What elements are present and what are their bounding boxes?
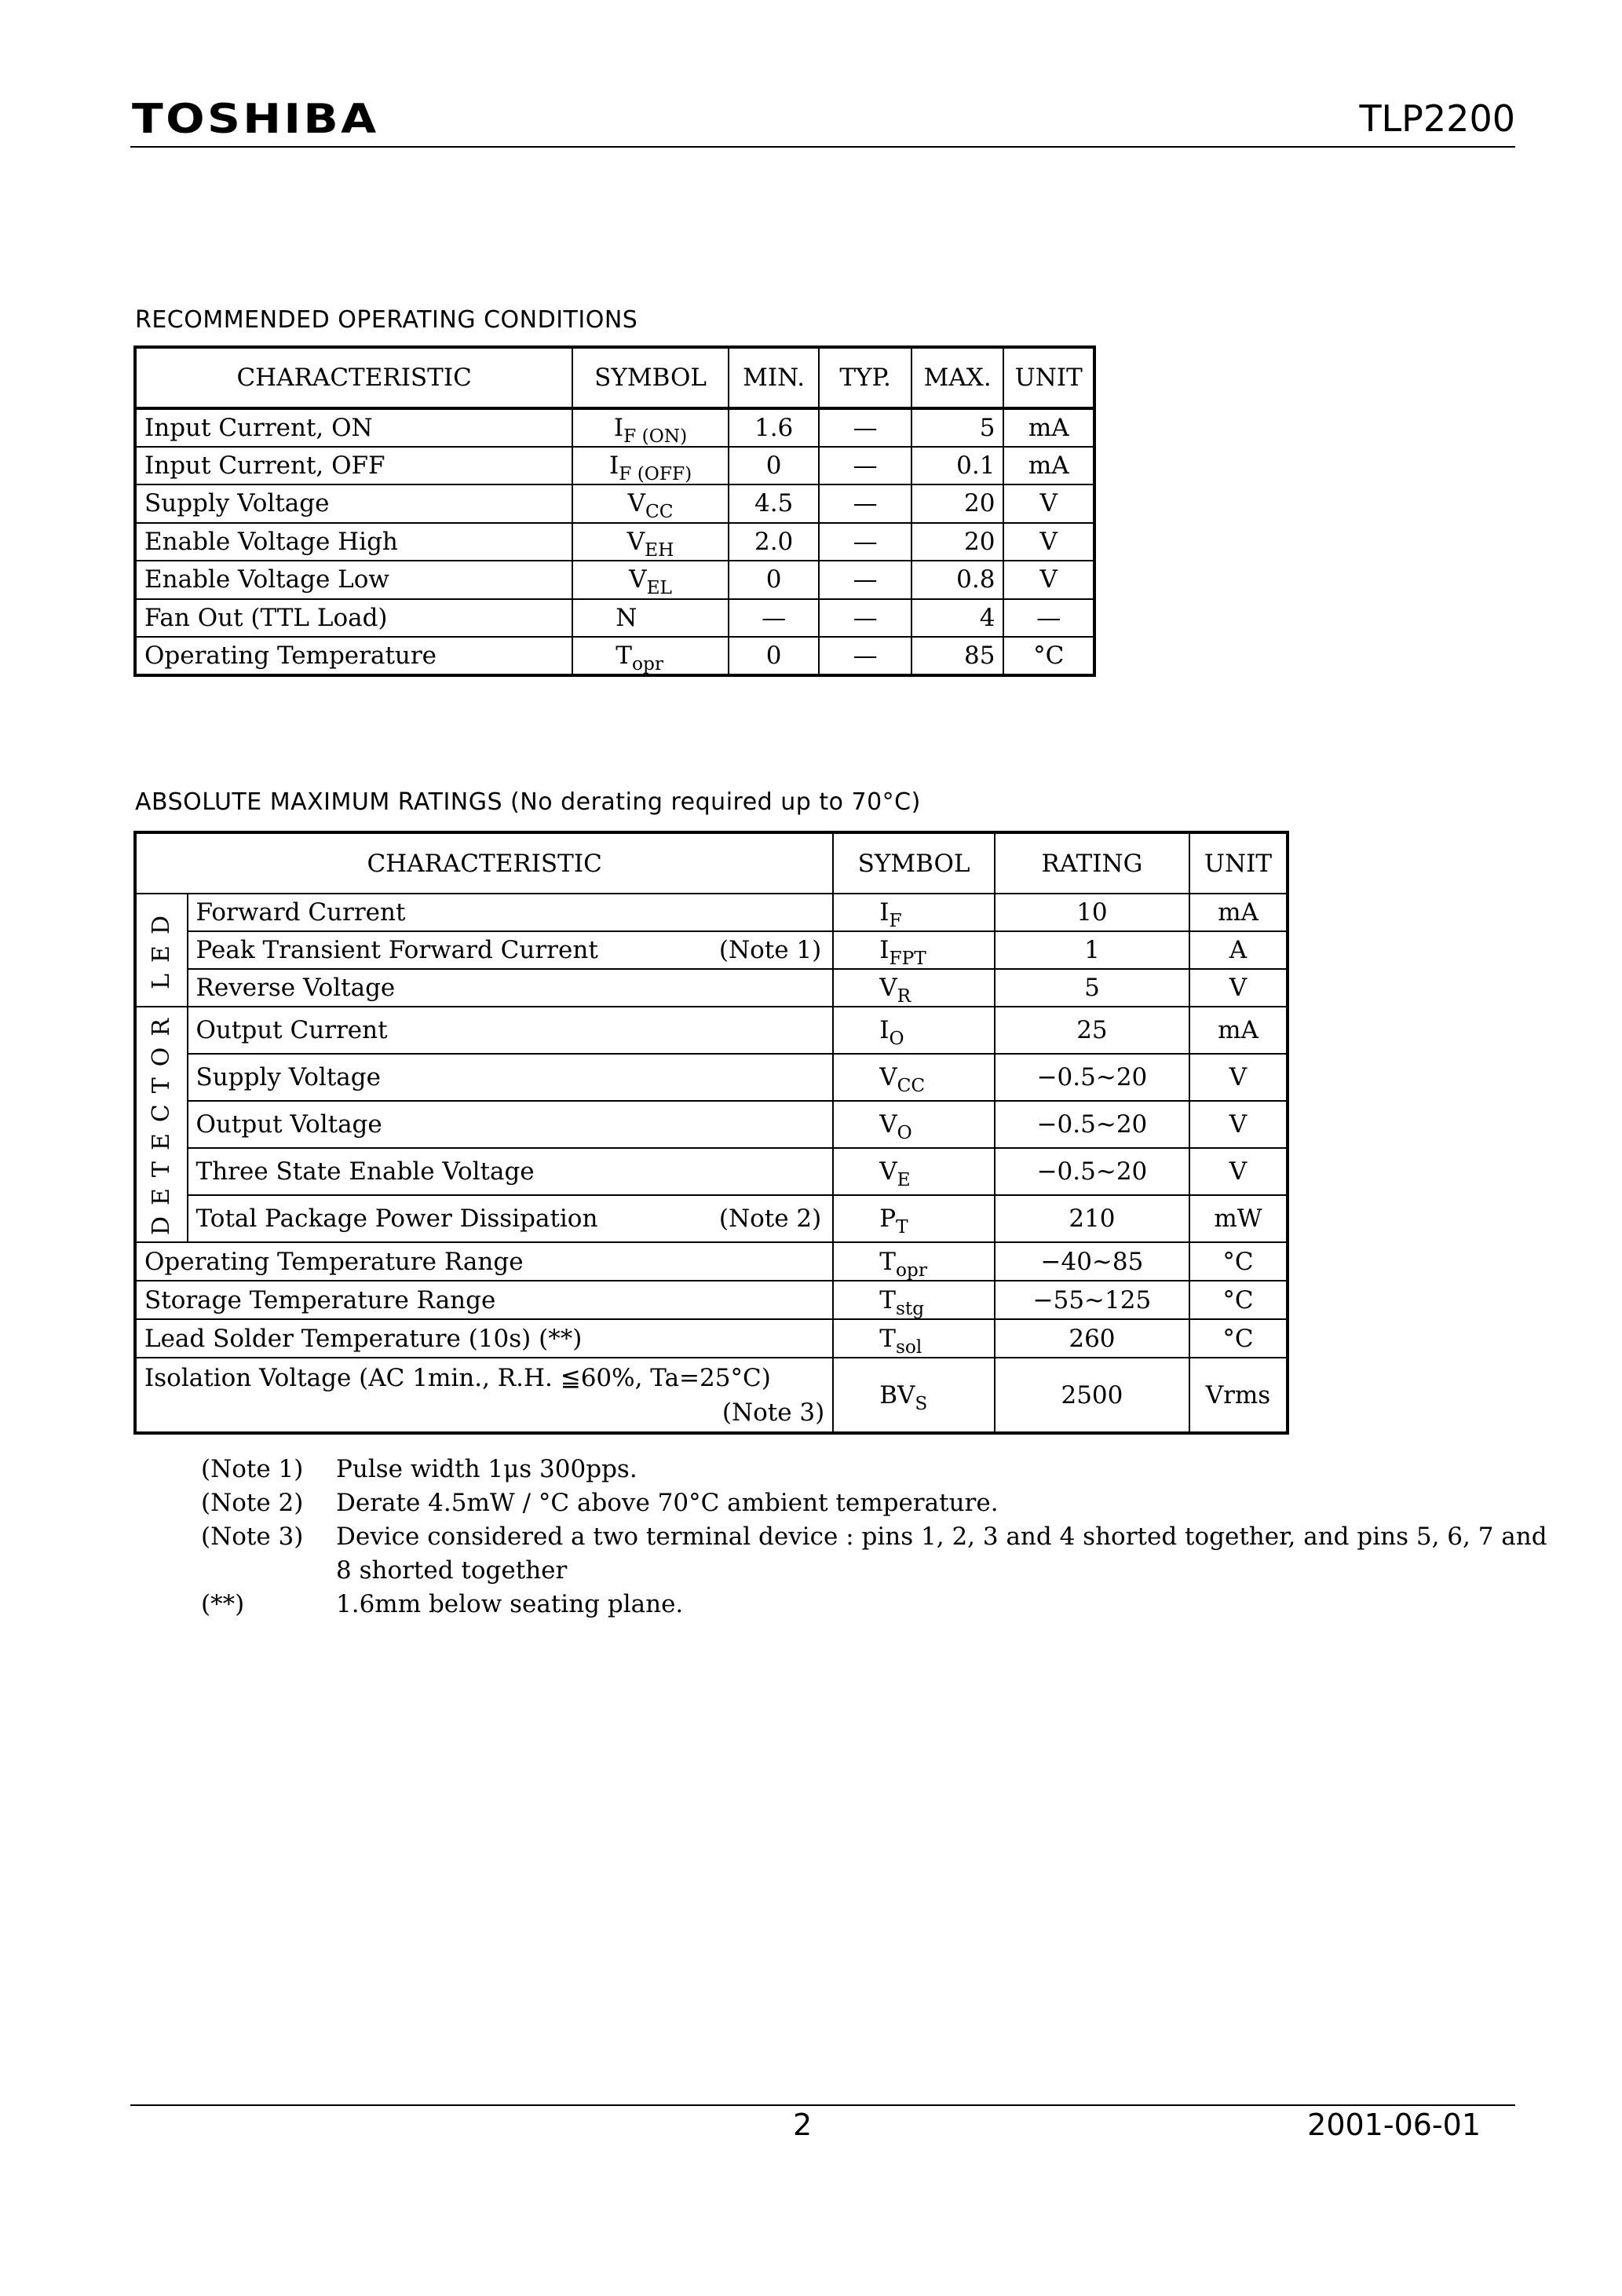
min-cell: 2.0	[729, 523, 820, 561]
recommended-title: RECOMMENDED OPERATING CONDITIONS	[135, 306, 638, 334]
rating-cell: 2500	[995, 1358, 1189, 1433]
characteristic-cell: Enable Voltage High	[135, 523, 572, 561]
typ-cell: —	[819, 561, 911, 599]
min-cell: 0	[729, 637, 820, 675]
note-text: Device considered a two terminal device : pins 1, 2, 3 and 4 shorted together, and pins 5, 6, 7 and 8 shorted together	[336, 1523, 1547, 1585]
min-cell: 1.6	[729, 408, 820, 447]
max-cell: 5	[911, 408, 1004, 447]
symbol-cell: $P_T$	[833, 1195, 995, 1242]
characteristic-cell: Operating Temperature Range	[135, 1242, 833, 1281]
symbol-cell: $T_{sol}$	[833, 1319, 995, 1358]
note-label: (**)	[201, 1590, 245, 1618]
note-ref: (Note 1)	[718, 936, 822, 964]
unit-cell: V	[1189, 969, 1288, 1007]
unit-cell: V	[1003, 523, 1094, 561]
col-typ: TYP.	[819, 347, 911, 408]
table-row	[135, 599, 1094, 638]
table-row	[135, 523, 1094, 561]
table-row	[135, 1195, 1288, 1242]
absolute-title: ABSOLUTE MAXIMUM RATINGS (No derating required up to 70°C)	[135, 788, 921, 816]
table-row	[135, 408, 1094, 447]
unit-cell: V	[1189, 1101, 1288, 1148]
col-max: MAX.	[911, 347, 1004, 408]
unit-cell: mA	[1003, 408, 1094, 447]
header-rule	[130, 146, 1515, 148]
unit-cell: mW	[1189, 1195, 1288, 1242]
characteristic-cell: Reverse Voltage	[188, 969, 834, 1007]
rating-cell: −0.5~20	[995, 1101, 1189, 1148]
characteristic-cell: Lead Solder Temperature (10s) (**)	[135, 1319, 833, 1358]
unit-cell: mA	[1189, 1007, 1288, 1054]
table-row	[135, 1319, 1288, 1358]
unit-cell: —	[1003, 599, 1094, 638]
characteristic-cell: Input Current, OFF	[135, 447, 572, 485]
col-symbol: SYMBOL	[833, 832, 995, 894]
table-row	[135, 1242, 1288, 1281]
col-min: MIN.	[729, 347, 820, 408]
symbol-cell: $V_{EH}$	[572, 523, 729, 561]
rating-cell: 10	[995, 894, 1189, 931]
unit-cell: A	[1189, 931, 1288, 969]
document-date: 2001-06-01	[1307, 2108, 1481, 2142]
note-label: (Note 2)	[201, 1489, 304, 1517]
recommended-header-row	[135, 347, 1094, 408]
symbol-cell: $V_R$	[833, 969, 995, 1007]
symbol-cell: $I_{FPT}$	[833, 931, 995, 969]
table-row	[135, 1101, 1288, 1148]
part-number: TLP2200	[1359, 97, 1515, 140]
symbol-cell: $I_F$	[833, 894, 995, 931]
rating-cell: 5	[995, 969, 1189, 1007]
min-cell: 4.5	[729, 484, 820, 523]
rating-cell: 25	[995, 1007, 1189, 1054]
characteristic-cell: Enable Voltage Low	[135, 561, 572, 599]
max-cell: 85	[911, 637, 1004, 675]
table-row	[135, 1281, 1288, 1319]
unit-cell: V	[1003, 484, 1094, 523]
characteristic-cell: Output Current	[188, 1007, 834, 1054]
symbol-cell: $I_{F (ON)}$	[572, 408, 729, 447]
recommended-table	[133, 345, 1096, 677]
symbol-cell: $V_O$	[833, 1101, 995, 1148]
unit-cell: °C	[1189, 1281, 1288, 1319]
max-cell: 20	[911, 523, 1004, 561]
symbol-cell: $I_{F (OFF)}$	[572, 447, 729, 485]
unit-cell: °C	[1189, 1242, 1288, 1281]
note-label: (Note 1)	[201, 1455, 304, 1483]
note-ref: (Note 3)	[721, 1398, 825, 1427]
table-row	[135, 894, 1288, 931]
unit-cell: V	[1003, 561, 1094, 599]
symbol-cell: $I_O$	[833, 1007, 995, 1054]
max-cell: 0.8	[911, 561, 1004, 599]
rating-cell: −0.5~20	[995, 1054, 1189, 1101]
typ-cell: —	[819, 484, 911, 523]
typ-cell: —	[819, 637, 911, 675]
characteristic-cell: Output Voltage	[188, 1101, 834, 1148]
symbol-cell: $T_{opr}$	[572, 637, 729, 675]
rating-cell: 210	[995, 1195, 1189, 1242]
rating-cell: 260	[995, 1319, 1189, 1358]
characteristic-cell: Operating Temperature	[135, 637, 572, 675]
col-unit: UNIT	[1003, 347, 1094, 408]
typ-cell: —	[819, 523, 911, 561]
rating-cell: −55~125	[995, 1281, 1189, 1319]
unit-cell: V	[1189, 1054, 1288, 1101]
table-row	[135, 1358, 1288, 1433]
max-cell: 4	[911, 599, 1004, 638]
group-label-led: LED	[135, 894, 188, 1007]
characteristic-cell: Three State Enable Voltage	[188, 1148, 834, 1195]
min-cell: 0	[729, 447, 820, 485]
table-row	[135, 1007, 1288, 1054]
page-number: 2	[793, 2108, 813, 2142]
note-text: Derate 4.5mW / °C above 70°C ambient temperature.	[336, 1489, 999, 1517]
characteristic-cell: Fan Out (TTL Load)	[135, 599, 572, 638]
notes-section	[201, 1453, 1592, 1621]
note-ref: (Note 2)	[718, 1205, 822, 1233]
characteristic-cell: Isolation Voltage (AC 1min., R.H. ≦60%, Ta=25°C) (Note 3)	[135, 1358, 833, 1433]
col-rating: RATING	[995, 832, 1189, 894]
characteristic-cell: Storage Temperature Range	[135, 1281, 833, 1319]
min-cell: —	[729, 599, 820, 638]
max-cell: 0.1	[911, 447, 1004, 485]
table-row	[135, 969, 1288, 1007]
table-row	[135, 484, 1094, 523]
min-cell: 0	[729, 561, 820, 599]
absolute-table	[133, 831, 1289, 1435]
symbol-cell: $V_{CC}$	[572, 484, 729, 523]
max-cell: 20	[911, 484, 1004, 523]
col-symbol: SYMBOL	[572, 347, 729, 408]
symbol-cell: N	[572, 599, 729, 638]
group-label-detector: DETECTOR	[135, 1007, 188, 1242]
table-row	[135, 1148, 1288, 1195]
brand-logo: TOSHIBA	[132, 96, 379, 143]
unit-cell: mA	[1003, 447, 1094, 485]
symbol-cell: $T_{stg}$	[833, 1281, 995, 1319]
note-label: (Note 3)	[201, 1523, 304, 1551]
characteristic-cell: Supply Voltage	[188, 1054, 834, 1101]
note-text: 1.6mm below seating plane.	[336, 1590, 684, 1618]
note-item	[201, 1520, 1592, 1588]
note-item	[201, 1486, 1592, 1520]
characteristic-cell: Peak Transient Forward Current (Note 1)	[188, 931, 834, 969]
table-row	[135, 931, 1288, 969]
symbol-cell: $BV_S$	[833, 1358, 995, 1433]
symbol-cell: $T_{opr}$	[833, 1242, 995, 1281]
note-item	[201, 1588, 1592, 1621]
symbol-cell: $V_E$	[833, 1148, 995, 1195]
table-row	[135, 1054, 1288, 1101]
rating-cell: 1	[995, 931, 1189, 969]
table-row	[135, 637, 1094, 675]
rating-cell: −40~85	[995, 1242, 1189, 1281]
col-characteristic: CHARACTERISTIC	[135, 832, 833, 894]
footer-rule	[130, 2104, 1515, 2106]
characteristic-cell: Total Package Power Dissipation (Note 2)	[188, 1195, 834, 1242]
col-characteristic: CHARACTERISTIC	[135, 347, 572, 408]
characteristic-cell: Supply Voltage	[135, 484, 572, 523]
rating-cell: −0.5~20	[995, 1148, 1189, 1195]
unit-cell: °C	[1189, 1319, 1288, 1358]
unit-cell: °C	[1003, 637, 1094, 675]
col-unit: UNIT	[1189, 832, 1288, 894]
unit-cell: V	[1189, 1148, 1288, 1195]
symbol-cell: $V_{EL}$	[572, 561, 729, 599]
note-text: Pulse width 1μs 300pps.	[336, 1455, 637, 1483]
absolute-header-row	[135, 832, 1288, 894]
characteristic-cell: Input Current, ON	[135, 408, 572, 447]
note-item	[201, 1453, 1592, 1486]
symbol-cell: $V_{CC}$	[833, 1054, 995, 1101]
typ-cell: —	[819, 447, 911, 485]
table-row	[135, 447, 1094, 485]
unit-cell: mA	[1189, 894, 1288, 931]
table-row	[135, 561, 1094, 599]
unit-cell: Vrms	[1189, 1358, 1288, 1433]
typ-cell: —	[819, 599, 911, 638]
typ-cell: —	[819, 408, 911, 447]
characteristic-cell: Forward Current	[188, 894, 834, 931]
